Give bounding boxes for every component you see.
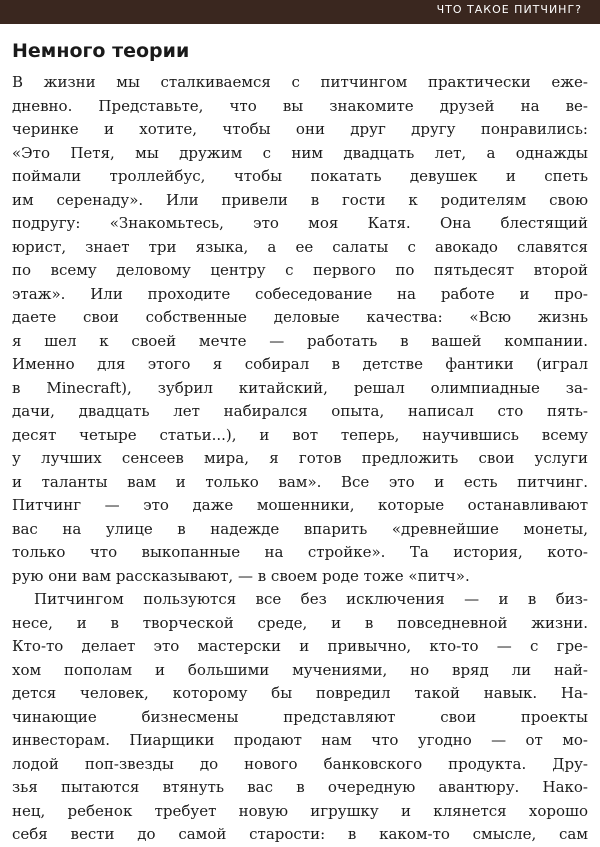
text-line: только что выкопанные на стройке». Та история, кото- <box>12 543 588 561</box>
text-line: Питчинг — это даже мошенники, которые останавливают <box>12 496 588 514</box>
text-line: черинке и хотите, чтобы они друг другу понравились: <box>12 120 588 138</box>
text-line: лодой поп-звезды до нового банковского продукта. Дру- <box>12 754 588 773</box>
body-text <box>12 71 588 847</box>
text-line: я шел к своей мечте — работать в вашей компании. <box>12 331 588 350</box>
text-line: у лучших сенсеев мира, я готов предложить свои услуги <box>12 449 588 467</box>
text-line: поймали троллейбус, чтобы покатать девушек и спеть <box>12 167 588 185</box>
text-line: юрист, знает три языка, а ее салаты с авокадо славятся <box>12 237 588 256</box>
text-line: нец, ребенок требует новую игрушку и клянется хорошо <box>12 801 588 820</box>
text-line: даете свои собственные деловые качества: «Всю жизнь <box>12 308 588 326</box>
text-line: несе, и в творческой среде, и в повседневной жизни. <box>12 613 588 632</box>
text-line: Именно для этого я собирал в детстве фантики (играл <box>12 355 588 373</box>
text-line: себя вести до самой старости: в каком-то смысле, сам <box>12 825 588 843</box>
paragraph-end-line: рую они вам рассказывают, — в своем роде тоже «питч». <box>12 566 470 585</box>
paragraph-start-line: Питчингом пользуются все без исключения — и в биз- <box>34 590 588 608</box>
text-line: дневно. Представьте, что вы знакомите друзей на ве- <box>12 96 588 115</box>
text-line: в Minecraft), зубрил китайский, решал олимпиадные за- <box>12 378 588 397</box>
text-line: В жизни мы сталкиваемся с питчингом практически еже- <box>12 73 588 91</box>
text-line: вас на улице в надежде впарить «древнейшие монеты, <box>12 519 588 538</box>
text-line: зья пытаются втянуть вас в очередную авантюру. Нако- <box>12 778 588 796</box>
text-line: подругу: «Знакомьтесь, это моя Катя. Она блестящий <box>12 214 588 232</box>
text-line: и таланты вам и только вам». Все это и есть питчинг. <box>12 472 588 491</box>
text-line: чинающие бизнесмены представляют свои проекты <box>12 707 588 726</box>
text-line: дачи, двадцать лет набирался опыта, написал сто пять- <box>12 402 588 420</box>
text-line: дется человек, которому бы повредил такой навык. На- <box>12 684 588 702</box>
text-line: «Это Петя, мы дружим с ним двадцать лет, а однажды <box>12 143 588 162</box>
text-line: им серенаду». Или привели в гости к родителям свою <box>12 190 588 209</box>
text-line: этаж». Или проходите собеседование на работе и про- <box>12 284 588 303</box>
running-head: ЧТО ТАКОЕ ПИТЧИНГ? <box>436 3 582 16</box>
text-line: по всему деловому центру с первого по пятьдесят второй <box>12 261 588 279</box>
text-line: инвесторам. Пиарщики продают нам что угодно — от мо- <box>12 731 588 749</box>
header-band <box>0 0 600 24</box>
text-line: десят четыре статьи...), и вот теперь, научившись всему <box>12 425 588 444</box>
section-title: Немного теории <box>12 40 190 62</box>
text-line: Кто-то делает это мастерски и привычно, кто-то — с гре- <box>12 637 588 655</box>
text-line: хом пополам и большими мучениями, но вряд ли най- <box>12 660 588 679</box>
